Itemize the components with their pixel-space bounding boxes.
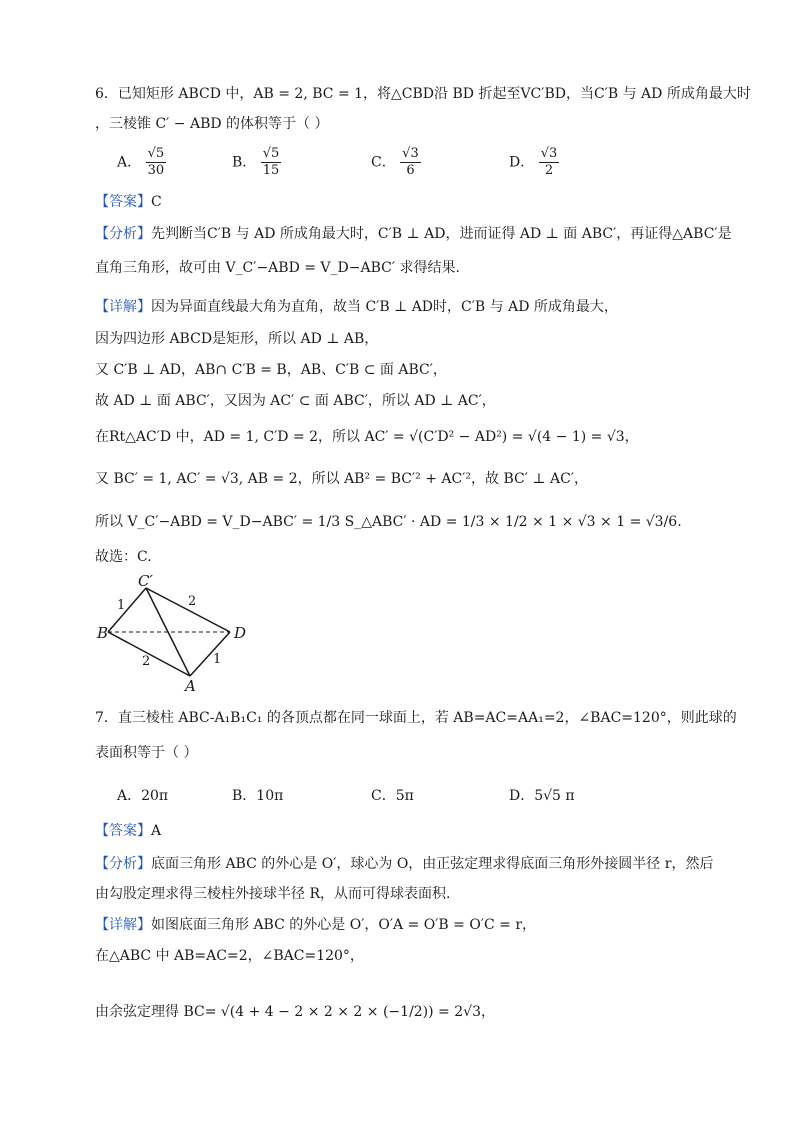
q6-option-b-numerator: √5 bbox=[262, 146, 280, 161]
q6-option-a-fraction bbox=[146, 146, 167, 179]
q6-analysis-line2: 直角三角形，故可由 V_C′−ABD = V_D−ABC′ 求得结果. bbox=[95, 260, 460, 276]
q7-option-c: C．5π bbox=[371, 788, 414, 804]
q7-analysis-tag: 【分析】 bbox=[95, 856, 151, 872]
edge-ad-length: 1 bbox=[213, 652, 222, 667]
q7-analysis-text1: 底面三角形 ABC 的外心是 O′，球心为 O，由正弦定理求得底面三角形外接圆半径 r，然后 bbox=[151, 856, 714, 872]
q6-analysis-tag: 【分析】 bbox=[95, 226, 151, 242]
q7-detail-line1 bbox=[95, 915, 536, 935]
q6-answer-tag: 【答案】 bbox=[95, 194, 151, 210]
edge-ba-length: 2 bbox=[142, 654, 151, 669]
q7-detail-line2: 在△ABC 中 AB=AC=2，∠BAC=120°， bbox=[95, 948, 364, 964]
q7-detail-tag: 【详解】 bbox=[95, 917, 151, 933]
q6-option-c-numerator: √3 bbox=[402, 146, 419, 161]
edge-b-c bbox=[108, 588, 146, 632]
q6-detail-line4: 故 AD ⊥ 面 ABC′，又因为 AC′ ⊂ 面 ABC′，所以 AD ⊥ AC′， bbox=[95, 393, 496, 409]
q6-answer-line bbox=[95, 192, 162, 212]
q7-analysis-line1 bbox=[95, 854, 713, 874]
q6-detail-text1: 因为异面直线最大角为直角，故当 C′B ⊥ AD时，C′B 与 AD 所成角最大， bbox=[151, 299, 618, 315]
q6-option-a-numerator: √5 bbox=[147, 146, 165, 161]
q6-option-b-label: B． bbox=[232, 154, 257, 171]
q6-option-d bbox=[509, 146, 559, 179]
q6-option-b-denominator: 15 bbox=[262, 163, 280, 178]
q7-answer-tag: 【答案】 bbox=[95, 823, 151, 839]
q7-option-d: D．5√5 π bbox=[509, 788, 575, 804]
q6-option-c-fraction bbox=[400, 146, 421, 179]
q6-detail-line6: 又 BC′ = 1, AC′ = √3, AB = 2，所以 AB² = BC′² + AC′²，故 BC′ ⊥ AC′， bbox=[95, 471, 588, 487]
edge-a-d bbox=[190, 632, 230, 676]
q7-detail-line3: 由余弦定理得 BC= √(4 + 4 − 2 × 2 × 2 × (−1/2)) = 2√3， bbox=[95, 1004, 495, 1020]
edge-cd-length: 2 bbox=[188, 594, 197, 609]
q6-option-c bbox=[371, 146, 421, 179]
q6-detail-line5: 在Rt△AC′D 中，AD = 1, C′D = 2，所以 AC′ = √(C′D² − AD²) = √(4 − 1) = √3， bbox=[95, 429, 639, 445]
q6-option-d-numerator: √3 bbox=[540, 146, 558, 161]
q6-detail-line3: 又 C′B ⊥ AD，AB∩ C′B = B，AB、C′B ⊂ 面 ABC′， bbox=[95, 362, 447, 378]
q6-analysis-line1 bbox=[95, 224, 732, 244]
q7-stem-line1: 7．直三棱柱 ABC-A₁B₁C₁ 的各顶点都在同一球面上，若 AB=AC=AA₁=2，∠BAC=120°，则此球的 bbox=[95, 710, 737, 726]
q6-option-a-denominator: 30 bbox=[147, 163, 165, 178]
vertex-a-label: A bbox=[185, 677, 196, 695]
q7-stem-line2: 表面积等于（ ） bbox=[95, 745, 198, 761]
q6-option-a-label: A． bbox=[117, 154, 142, 171]
q6-option-b bbox=[232, 146, 281, 179]
q6-stem-line2: ，三棱锥 C′ − ABD 的体积等于（ ） bbox=[95, 116, 329, 132]
q7-analysis-line2: 由勾股定理求得三棱柱外接球半径 R，从而可得球表面积. bbox=[95, 886, 451, 902]
q6-option-c-denominator: 6 bbox=[406, 163, 415, 178]
vertex-b-label: B bbox=[97, 624, 109, 642]
edge-bc-length: 1 bbox=[117, 598, 126, 613]
q7-option-b: B．10π bbox=[232, 788, 284, 804]
q6-detail-tag: 【详解】 bbox=[95, 299, 151, 315]
q7-answer-value: A bbox=[151, 823, 162, 839]
q6-option-c-label: C． bbox=[371, 154, 396, 171]
vertex-d-label: D bbox=[234, 624, 247, 642]
q6-option-a bbox=[117, 146, 166, 179]
q6-option-b-fraction bbox=[261, 146, 282, 179]
q6-option-d-denominator: 2 bbox=[544, 163, 554, 178]
q7-answer-line bbox=[95, 821, 161, 841]
q6-analysis-text1: 先判断当C′B 与 AD 所成角最大时，C′B ⊥ AD，进而证得 AD ⊥ 面 ABC′，再证得△ABC′是 bbox=[151, 226, 732, 242]
q7-option-a: A．20π bbox=[117, 788, 169, 804]
vertex-c-label: C′ bbox=[138, 572, 153, 590]
q6-stem-line1: 6．已知矩形 ABCD 中，AB = 2, BC = 1，将△CBD沿 BD 折起至VC′BD，当C′B 与 AD 所成角最大时 bbox=[95, 86, 751, 102]
q6-detail-line7: 所以 V_C′−ABD = V_D−ABC′ = 1/3 S_△ABC′ · AD = 1/3 × 1/2 × 1 × √3 × 1 = √3/6. bbox=[95, 514, 682, 530]
q6-conclusion: 故选：C. bbox=[95, 549, 152, 565]
q6-answer-value: C bbox=[151, 194, 162, 210]
q6-detail-line1 bbox=[95, 297, 618, 317]
q6-option-d-fraction bbox=[539, 146, 560, 179]
q7-detail-text1: 如图底面三角形 ABC 的外心是 O′，O′A = O′B = O′C = r， bbox=[151, 917, 537, 933]
q6-detail-line2: 因为四边形 ABCD是矩形，所以 AD ⊥ AB， bbox=[95, 331, 379, 347]
q6-option-d-label: D． bbox=[509, 154, 535, 171]
